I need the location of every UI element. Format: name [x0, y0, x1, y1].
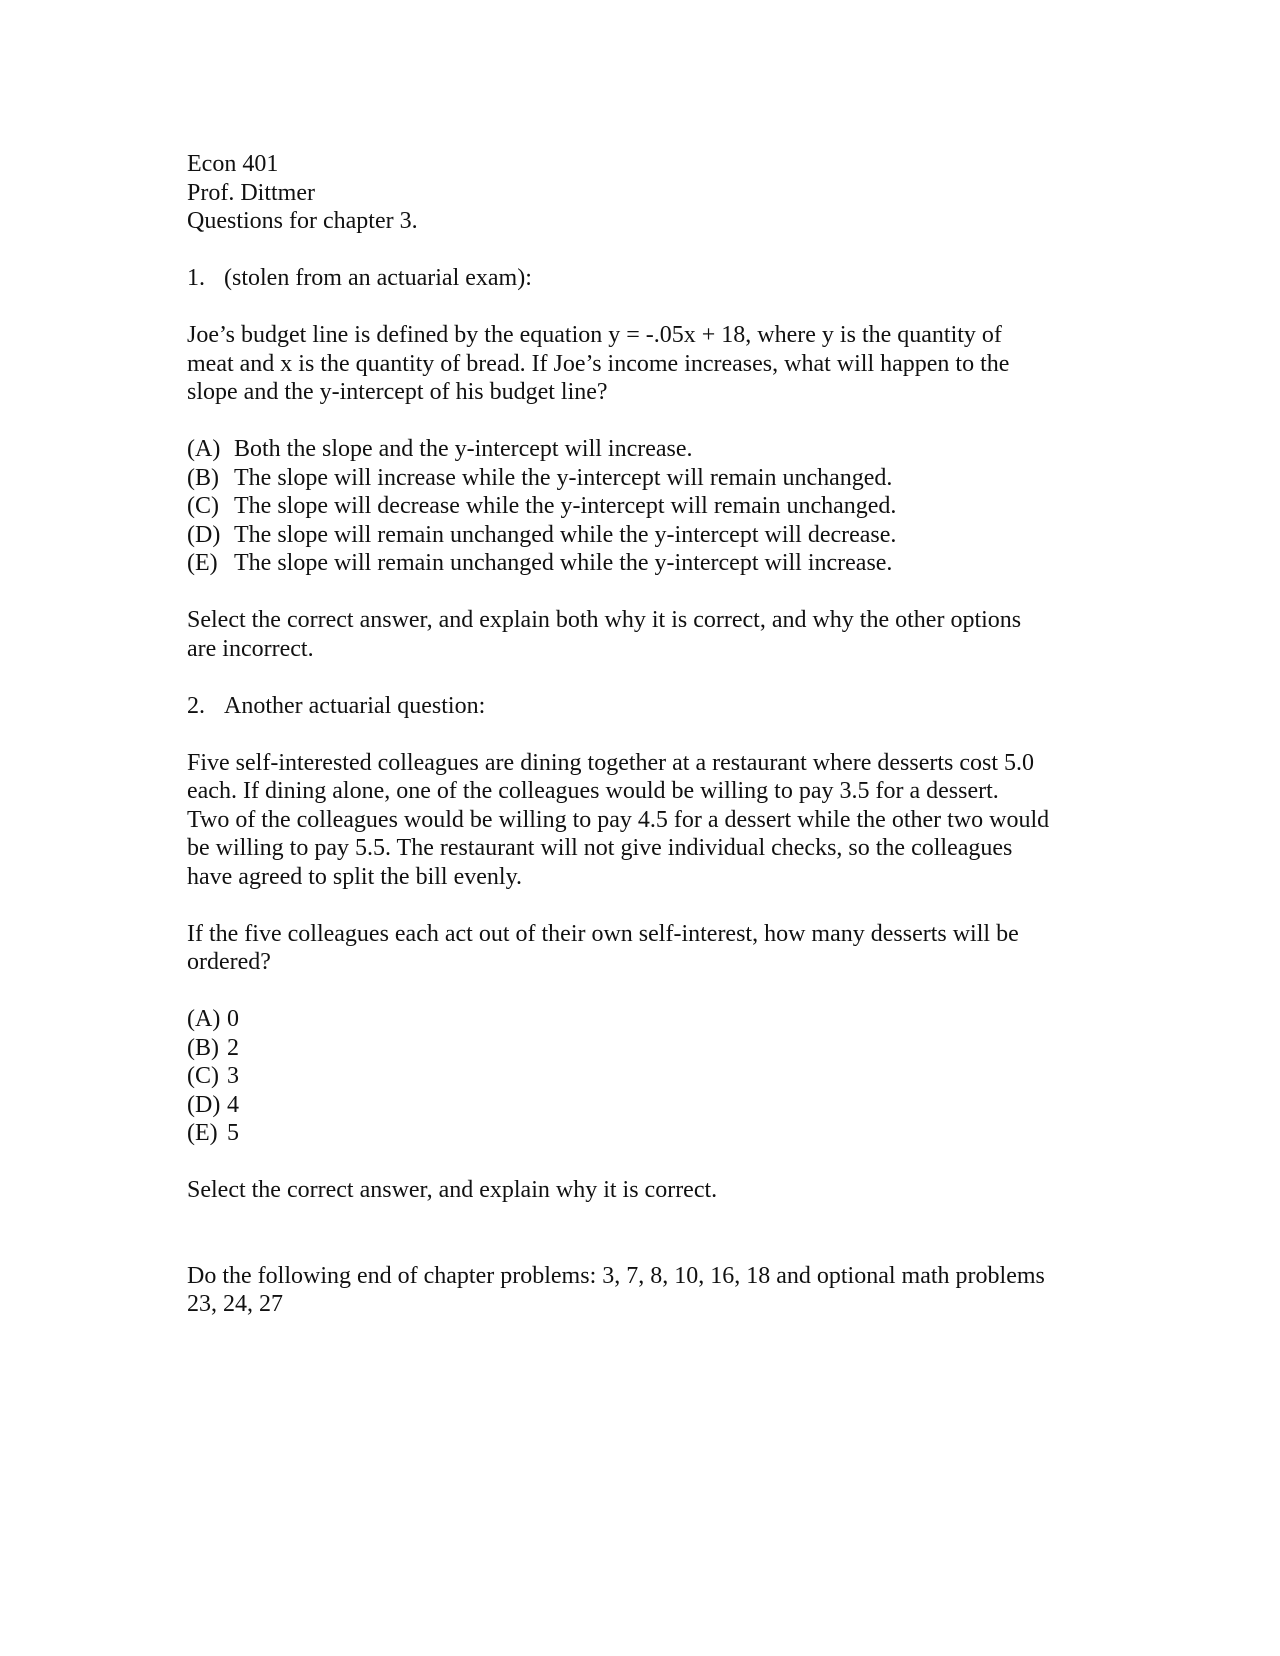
question-2-body: [187, 749, 1107, 892]
option-text: The slope will decrease while the y-intercept will remain unchanged.: [234, 493, 897, 519]
option-letter: (B): [187, 464, 219, 491]
option-text: 4: [227, 1091, 239, 1118]
option-text: 5: [227, 1120, 239, 1146]
question-2-prompt: [187, 920, 1107, 977]
option-letter: (A): [187, 1006, 221, 1032]
question-1-number: 1.: [187, 265, 205, 291]
question-1-body: [187, 321, 1107, 407]
option-text: The slope will remain unchanged while the y-intercept will decrease.: [234, 521, 897, 548]
question-1-body-line: meat and x is the quantity of bread. If Joe’s income increases, what will happen to the: [187, 350, 1010, 377]
question-2-prompt-line: ordered?: [187, 949, 271, 975]
option-letter: (D): [187, 521, 221, 548]
question-2-prompt-line: If the five colleagues each act out of their own self-interest, how many desserts will be: [187, 920, 1019, 947]
option-e: [187, 549, 1107, 578]
option-text: 3: [227, 1063, 239, 1089]
option-c: [187, 1062, 1107, 1091]
question-1: [187, 264, 1107, 663]
assignment-line: 23, 24, 27: [187, 1291, 283, 1317]
question-1-options: [187, 435, 1107, 578]
option-d: [187, 1091, 1107, 1120]
professor-name: Prof. Dittmer: [187, 179, 315, 206]
option-a: [187, 1005, 1107, 1034]
question-2-body-line: each. If dining alone, one of the colleagues would be willing to pay 3.5 for a dessert.: [187, 778, 999, 804]
assignment: [187, 1262, 1107, 1319]
option-e: [187, 1119, 1107, 1148]
option-text: The slope will remain unchanged while the y-intercept will increase.: [234, 550, 893, 576]
option-b: [187, 464, 1107, 493]
assignment-line: Do the following end of chapter problems: 3, 7, 8, 10, 16, 18 and optional math problems: [187, 1262, 1045, 1289]
question-2-heading-text: Another actuarial question:: [224, 692, 486, 719]
question-1-instruction: [187, 606, 1107, 663]
option-letter: (E): [187, 1120, 218, 1146]
option-b: [187, 1034, 1107, 1063]
document-page: [187, 150, 1107, 1319]
option-letter: (C): [187, 1063, 219, 1089]
option-a: [187, 435, 1107, 464]
option-text: The slope will increase while the y-intercept will remain unchanged.: [234, 464, 893, 491]
question-2: [187, 692, 1107, 1205]
option-letter: (E): [187, 550, 218, 576]
course-name: Econ 401: [187, 151, 279, 177]
option-text: Both the slope and the y-intercept will increase.: [234, 436, 693, 462]
question-1-heading-text: (stolen from an actuarial exam):: [224, 265, 532, 291]
option-text: 0: [227, 1006, 239, 1032]
option-letter: (B): [187, 1034, 219, 1061]
question-1-body-line: slope and the y-intercept of his budget line?: [187, 379, 608, 405]
option-c: [187, 492, 1107, 521]
question-2-body-line: have agreed to split the bill evenly.: [187, 863, 523, 890]
option-letter: (D): [187, 1091, 221, 1118]
question-2-body-line: Five self-interested colleagues are dining together at a restaurant where desserts cost 5.0: [187, 749, 1035, 776]
question-2-body-line: Two of the colleagues would be willing to pay 4.5 for a dessert while the other two would: [187, 806, 1050, 833]
question-2-options: [187, 1005, 1107, 1148]
question-2-heading: [187, 692, 1107, 721]
header: [187, 150, 1107, 236]
option-text: 2: [227, 1034, 239, 1061]
option-letter: (A): [187, 436, 221, 462]
question-2-body-line: be willing to pay 5.5. The restaurant will not give individual checks, so the colleagues: [187, 835, 1013, 861]
instruction-line: are incorrect.: [187, 635, 314, 662]
question-2-number: 2.: [187, 692, 205, 719]
document-title: Questions for chapter 3.: [187, 208, 418, 234]
question-2-instruction: Select the correct answer, and explain why it is correct.: [187, 1177, 718, 1203]
instruction-line: Select the correct answer, and explain both why it is correct, and why the other options: [187, 607, 1022, 633]
question-1-heading: [187, 264, 1107, 293]
question-1-body-line: Joe’s budget line is defined by the equation y = -.05x + 18, where y is the quantity of: [187, 322, 1002, 348]
option-letter: (C): [187, 493, 219, 519]
option-d: [187, 521, 1107, 550]
